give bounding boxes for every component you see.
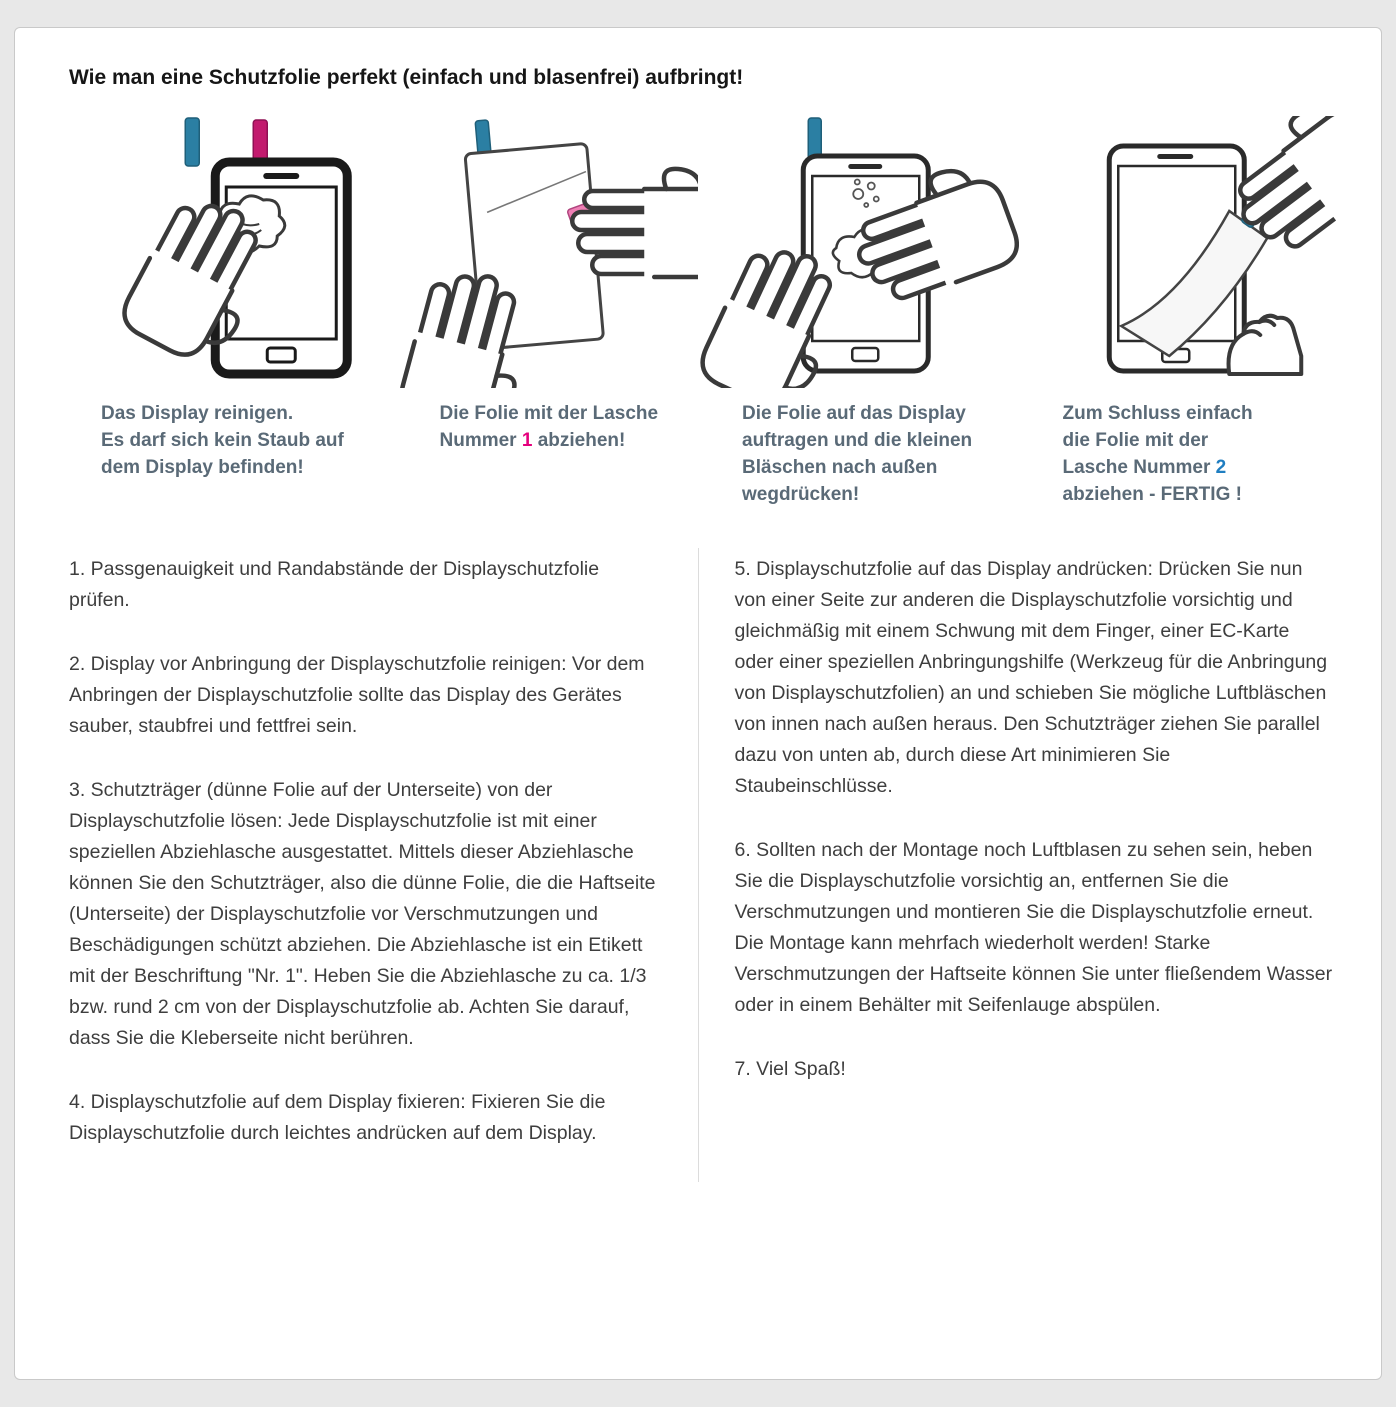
step4-caption [1019, 400, 1340, 508]
step2-caption [378, 400, 699, 454]
caption-line: Die Folie mit der Lasche [439, 403, 659, 424]
caption-line: dem Display befinden! [101, 457, 304, 478]
page-title: Wie man eine Schutzfolie perfekt (einfach und blasenfrei) aufbringt! [69, 66, 744, 89]
caption-text: abziehen! [532, 430, 626, 451]
step1-panel [57, 116, 378, 508]
step4-panel [1019, 116, 1340, 508]
caption-line [440, 427, 691, 454]
tab-number-2-label: 2 [1215, 457, 1227, 478]
apply-film-illustration [698, 116, 1019, 388]
instruction-step-7: 7. Viel Spaß! [734, 1058, 846, 1080]
step2-illustration [378, 116, 699, 388]
step4-illustration [1019, 116, 1340, 388]
instructions-left-column [57, 548, 698, 1182]
peel-tab2-illustration [1019, 116, 1340, 388]
caption-line: Das Display reinigen. [101, 403, 294, 424]
step1-illustration [57, 116, 378, 388]
caption-line: auftragen und die kleinen [742, 430, 973, 451]
clean-display-illustration [57, 116, 378, 388]
step2-panel [378, 116, 699, 508]
caption-line: wegdrücken! [742, 484, 860, 505]
instruction-step-2: 2. Display vor Anbringung der Displayschutzfolie reinigen: Vor dem Anbringen der Displayschutzfolie sollte das Display des Gerätes sauber, staubfrei und fettfrei sein. [69, 653, 645, 737]
step1-caption [57, 400, 378, 481]
caption-line [1063, 454, 1332, 481]
caption-text: Nummer [439, 430, 522, 451]
illustration-row [57, 116, 1339, 508]
instructions-right-column [699, 548, 1340, 1182]
caption-text: Lasche Nummer [1062, 457, 1216, 478]
tab-number-1-label: 1 [521, 430, 533, 451]
instruction-step-4: 4. Displayschutzfolie auf dem Display fixieren: Fixieren Sie die Displayschutzfolie durch leichtes andrücken auf dem Display. [69, 1091, 606, 1144]
caption-line: die Folie mit der [1062, 430, 1209, 451]
instruction-step-5: 5. Displayschutzfolie auf das Display andrücken: Drücken Sie nun von einer Seite zur anderen die Displayschutzfolie vorsichtig und gleichmäßig mit einem Schwung mit dem Finger, einer EC-Karte oder einer speziellen Anbringungshilfe (Werkzeug für die Anbringung von Displayschutzfolien) an und schieben Sie mögliche Luftbläschen von innen nach außen heraus. Den Schutzträger ziehen Sie parallel dazu von unten ab, durch diese Art minimieren Sie Staubeinschlüsse. [734, 558, 1328, 797]
instruction-step-1: 1. Passgenauigkeit und Randabstände der Displayschutzfolie prüfen. [69, 558, 600, 611]
instruction-columns [57, 548, 1339, 1182]
peel-tab1-illustration [378, 116, 699, 388]
caption-line: Zum Schluss einfach [1062, 403, 1253, 424]
instruction-step-3: 3. Schutzträger (dünne Folie auf der Unterseite) von der Displayschutzfolie lösen: Jede Displayschutzfolie ist mit einer speziellen Abziehlasche ausgestattet. Mittels dieser Abziehlasche können Sie den Schutzträger, also die dünne Folie, die die Haftseite (Unterseite) der Displayschutzfolie vor Verschmutzungen und Beschädigungen schützt abziehen. Die Abziehlasche ist ein Etikett mit der Beschriftung "Nr. 1". Heben Sie die Abziehlasche zu ca. 1/3 bzw. rund 2 cm von der Displayschutzfolie ab. Achten Sie darauf, dass Sie die Kleberseite nicht berühren. [69, 779, 656, 1049]
step3-panel [698, 116, 1019, 508]
step3-caption [698, 400, 1019, 508]
caption-line: Die Folie auf das Display [742, 403, 966, 424]
caption-line: Bläschen nach außen [742, 457, 938, 478]
caption-line: abziehen - FERTIG ! [1062, 484, 1242, 505]
tab1-teal [185, 118, 199, 166]
step3-illustration [698, 116, 1019, 388]
instruction-step-6: 6. Sollten nach der Montage noch Luftblasen zu sehen sein, heben Sie die Displayschutzfolie vorsichtig an, entfernen Sie die Verschmutzungen und montieren Sie die Displayschutzfolie erneut. Die Montage kann mehrfach wiederholt werden! Starke Verschmutzungen der Haftseite können Sie unter fließendem Wasser oder in einem Behälter mit Seifenlauge abspülen. [734, 839, 1333, 1016]
instruction-card [14, 27, 1382, 1380]
caption-line: Es darf sich kein Staub auf [101, 430, 344, 451]
